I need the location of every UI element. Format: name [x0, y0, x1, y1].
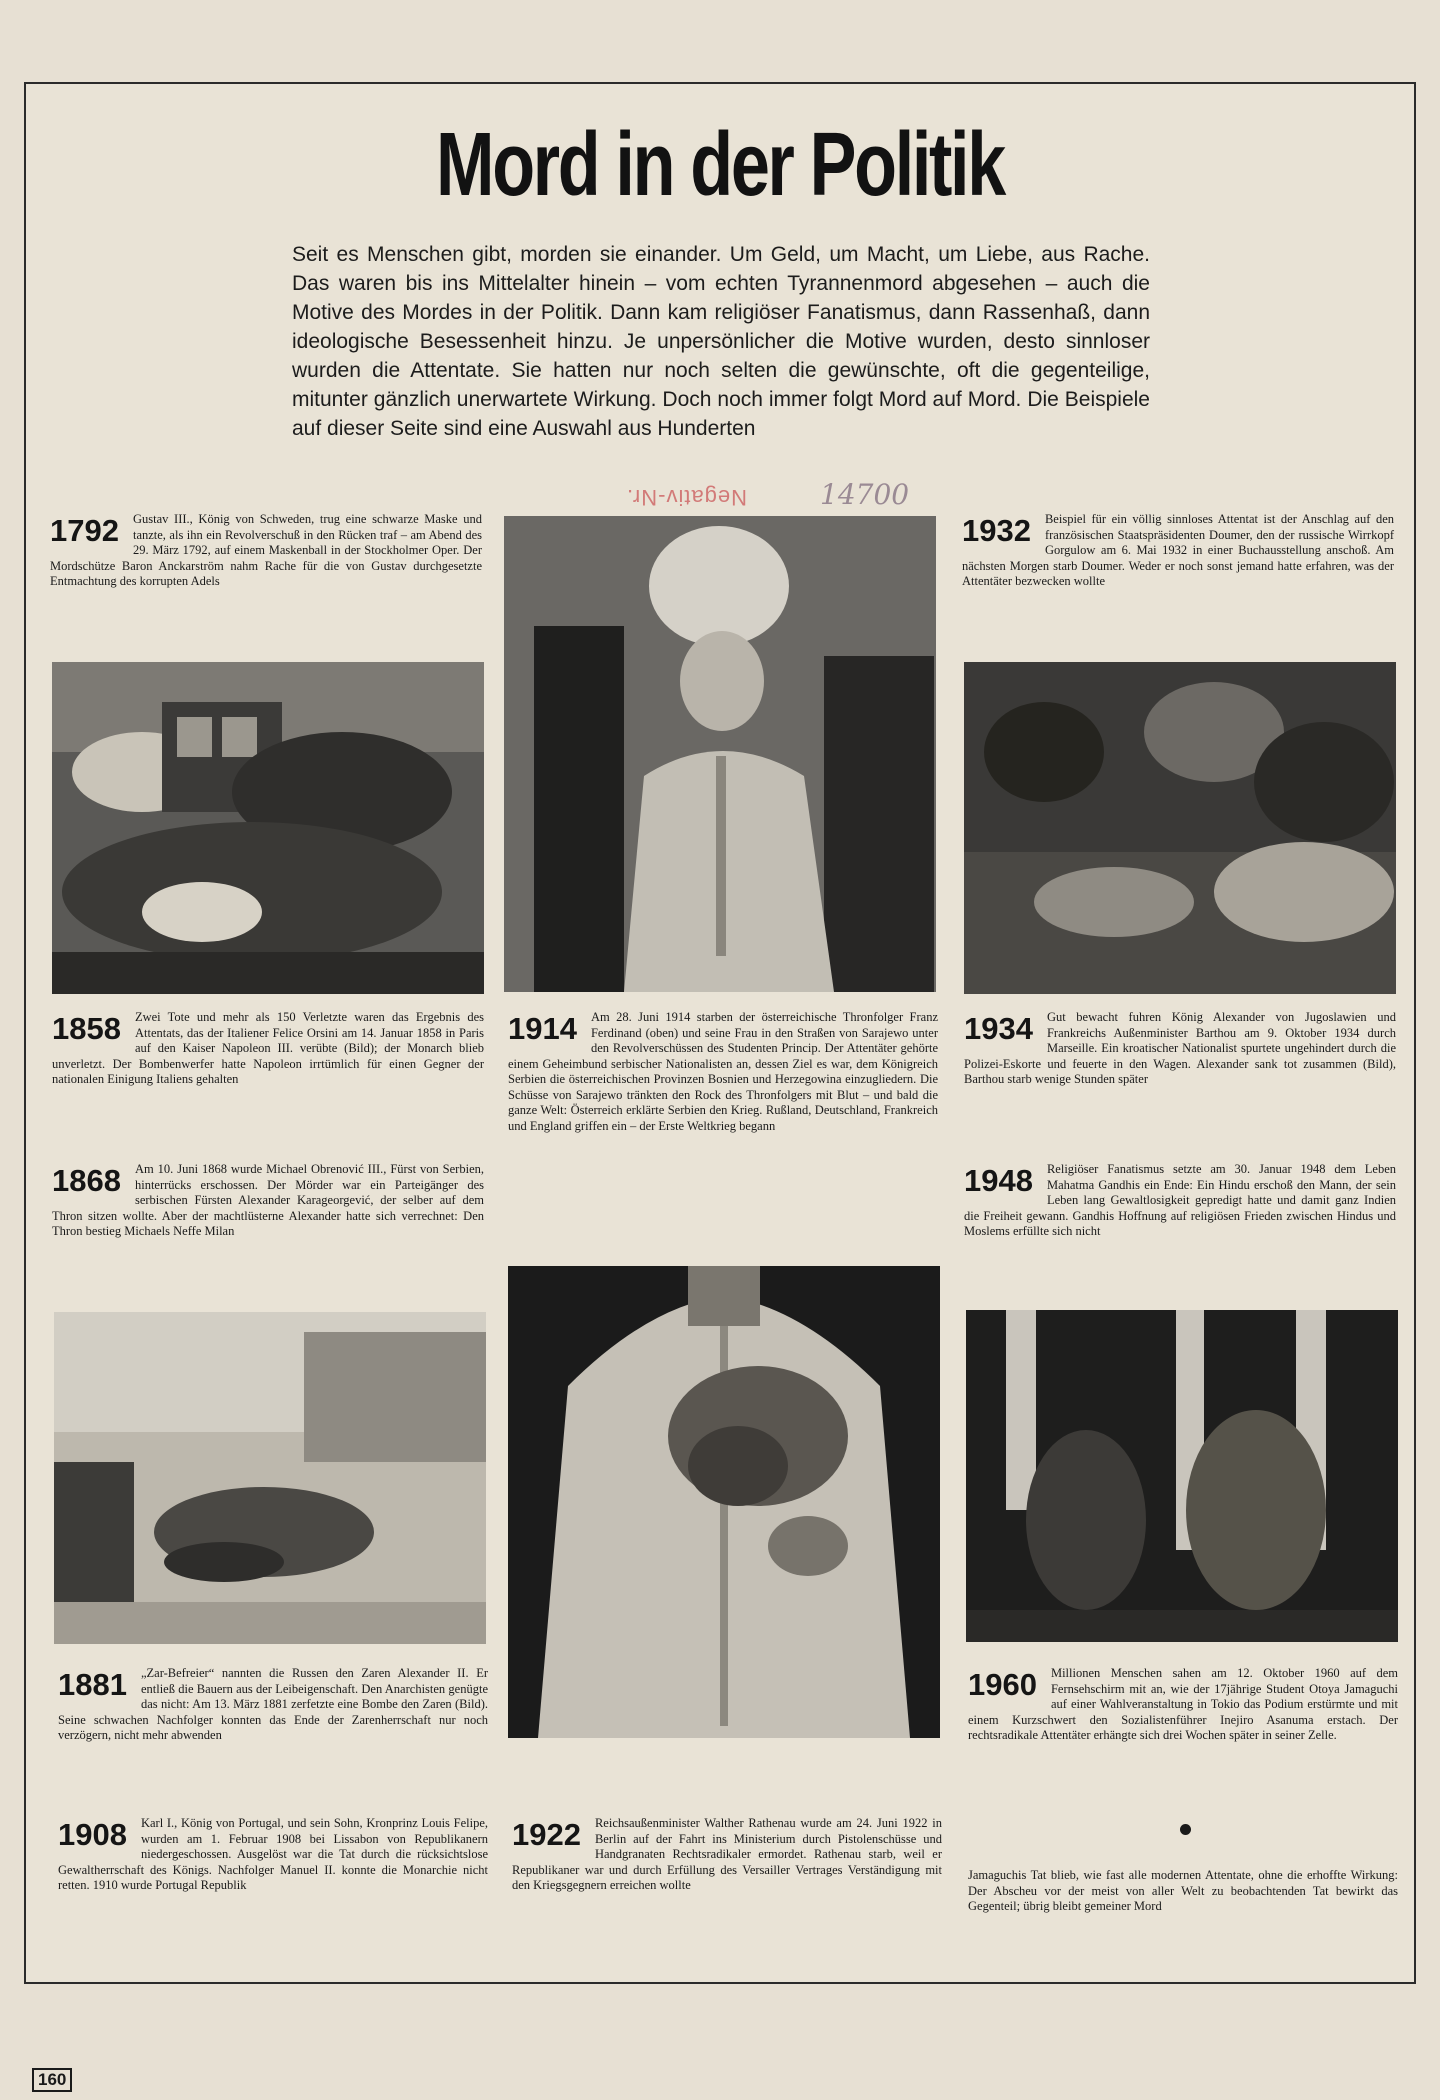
entry-1868: [52, 1162, 484, 1240]
entry-1908: [58, 1816, 488, 1894]
photo-bloodied-uniform: [508, 1266, 940, 1738]
entry-text: Karl I., König von Portugal, und sein Sohn, Kronprinz Louis Felipe, wurden am 1. Februar 1908 bei Lissabon von Republikanern niedergeschossen. Ausgelöst war die Tat durch die rücksichtslose Gewaltherrschaft des Königs. Nachfolger Manuel II. konnte die Monarchie nicht retten. 1910 wurde Portugal Republik: [58, 1816, 488, 1892]
entry-year: 1881: [58, 1667, 127, 1702]
section-bullet: [1180, 1824, 1191, 1835]
entry-year: 1914: [508, 1011, 577, 1046]
photo-franz-ferdinand: [504, 516, 936, 992]
entry-text: Millionen Menschen sahen am 12. Oktober 1960 auf dem Fernsehschirm mit an, wie der 17jährige Student Otoya Jamaguchi auf einer Wahlveranstaltung in Tokio das Podium erstürmte und mit einem Kurzschwert den Sozialistenführer Inejiro Asanuma erstach. Der rechtsradikale Attentäter erhängte sich drei Wochen später in seiner Zelle.: [968, 1666, 1398, 1742]
entry-text: Am 28. Juni 1914 starben der österreichische Thronfolger Franz Ferdinand (oben) und seine Frau in den Straßen von Sarajewo unter den Revolverschüssen des Studenten Princip. Der Attentäter gehörte einem Geheimbund serbischer Nationalisten an, dessen Ziel es war, dem Königreich Serbien die österreichischen Provinzen Bosnien und Herzegowina einzugliedern. Die Schüsse von Sarajewo tränkten den Rock des Thronfolgers mit Blut – und bald die ganze Welt: Österreich erklärte Serbien den Krieg. Rußland, Deutschland, Frankreich und England griffen ein – der Erste Weltkrieg begann: [508, 1010, 938, 1133]
page-title: Mord in der Politik: [436, 115, 1004, 215]
entry-text: Beispiel für ein völlig sinnloses Attentat ist der Anschlag auf den französischen Staatspräsidenten Doumer, den der russische Wirrkopf Gorgulow am 6. Mai 1932 in einer Buchausstellung anschoß. Am nächsten Morgen starb Doumer. Weder er noch sonst jemand hatte erfahren, was der Attentäter bezwecken wollte: [962, 512, 1394, 588]
photo-1881-tsar-assassination: [54, 1312, 486, 1644]
entry-year: 1932: [962, 513, 1031, 548]
entry-text: Reichsaußenminister Walther Rathenau wurde am 24. Juni 1922 in Berlin auf der Fahrt ins Ministerium durch Pistolenschüsse und Handgranaten Rechtsradikaler ermordet. Rathenau starb, weil er Republikaner war und durch Erfüllung des Versailler Vertrages Verständigung mit den Kriegsgegnern erreichen wollte: [512, 1816, 942, 1892]
entry-1934: [964, 1010, 1396, 1088]
entry-year: 1948: [964, 1163, 1033, 1198]
photo-1960-tokyo-stabbing: [966, 1310, 1398, 1642]
entry-year: 1868: [52, 1163, 121, 1198]
entry-1792: [50, 512, 482, 590]
entry-text: Religiöser Fanatismus setzte am 30. Januar 1948 dem Leben Mahatma Gandhis ein Ende: Ein Hindu erschoß den Mann, der sein Leben lang Gewaltlosigkeit gepredigt hatte und damit ganz Indien die Freiheit gewann. Gandhis Hoffnung auf religiösen Frieden zwischen Hindus und Moslems erfüllte sich nicht: [964, 1162, 1396, 1238]
entry-year: 1960: [968, 1667, 1037, 1702]
entry-year: 1858: [52, 1011, 121, 1046]
entry-text: Gustav III., König von Schweden, trug eine schwarze Maske und tanzte, als ihn ein Revolverschuß in den Rücken traf – am Abend des 29. März 1792, auf einem Maskenball in der Stockholmer Oper. Der Mordschütze Baron Anckarström nahm Rache für die von Gustav durchgesetzte Entmachtung des korrupten Adels: [50, 512, 482, 588]
entry-text: Am 10. Juni 1868 wurde Michael Obrenović III., Fürst von Serbien, hinterrücks erschossen. Der Mörder war ein Parteigänger des serbischen Fürsten Alexander Karageorgević, der selber auf dem Thron sitzen wollte. Aber der machtlüsterne Alexander hatte sich verrechnet: Den Thron bestieg Michaels Neffe Milan: [52, 1162, 484, 1238]
closing-text: Jamaguchis Tat blieb, wie fast alle modernen Attentate, ohne die erhoffte Wirkung: Der Abscheu vor der meist von aller Welt zu beobachtenden Tat bewirkt das Gegenteil; übrig bleibt gemeiner Mord: [968, 1868, 1398, 1913]
closing-paragraph: [968, 1868, 1398, 1915]
entry-year: 1908: [58, 1817, 127, 1852]
entry-1922: [512, 1816, 942, 1894]
entry-year: 1934: [964, 1011, 1033, 1046]
archive-number: 14700: [820, 478, 910, 511]
page-number: 160: [32, 2068, 72, 2092]
entry-1881: [58, 1666, 488, 1744]
intro-paragraph: Seit es Menschen gibt, morden sie einander. Um Geld, um Macht, um Liebe, aus Rache. Das waren bis ins Mittelalter hinein – vom echten Tyrannenmord abgesehen – auch die Motive des Mordes in der Politik. Dann kam religiöser Fanatismus, dann Rassenhaß, dann ideologische Besessenheit hinzu. Je unpersönlicher die Motive wurden, desto sinnloser wurden die Attentate. Sie hatten nur noch selten die gewünschte, oft die gegenteilige, mitunter gänzlich unerwartete Wirkung. Doch noch immer folgt Mord auf Mord. Die Beispiele auf dieser Seite sind eine Auswahl aus Hunderten: [292, 243, 1150, 440]
entry-1858: [52, 1010, 484, 1088]
entry-year: 1792: [50, 513, 119, 548]
archive-stamp: Negativ-Nr.: [626, 485, 748, 510]
entry-text: „Zar-Befreier“ nannten die Russen den Zaren Alexander II. Er entließ die Bauern aus der Leibeigenschaft. Den Anarchisten genügte das nicht: Am 13. März 1881 zerfetzte eine Bombe den Zaren (Bild). Seine schwachen Nachfolger konnten das Ende der Zarenherrschaft nur noch verzögern, nicht mehr abwenden: [58, 1666, 488, 1742]
entry-1948: [964, 1162, 1396, 1240]
entry-year: 1922: [512, 1817, 581, 1852]
entry-1960: [968, 1666, 1398, 1744]
photo-1934-marseille: [964, 662, 1396, 994]
entry-1932: [962, 512, 1394, 590]
photo-1792-orsini-attack: [52, 662, 484, 994]
entry-text: Zwei Tote und mehr als 150 Verletzte waren das Ergebnis des Attentats, das der Italiener Felice Orsini am 14. Januar 1858 in Paris auf den Kaiser Napoleon III. verübte (Bild); der Monarch blieb unverletzt. Der Bombenwerfer hatte Napoleon irrtümlich für einen Gegner der nationalen Einigung Italiens gehalten: [52, 1010, 484, 1086]
entry-1914: [508, 1010, 938, 1134]
entry-text: Gut bewacht fuhren König Alexander von Jugoslawien und Frankreichs Außenminister Barthou am 9. Oktober 1934 durch Marseille. Ein kroatischer Nationalist spurtete ungehindert durch die Polizei-Eskorte und feuerte in den Wagen. Alexander sank tot zusammen (Bild), Barthou starb wenige Stunden später: [964, 1010, 1396, 1086]
